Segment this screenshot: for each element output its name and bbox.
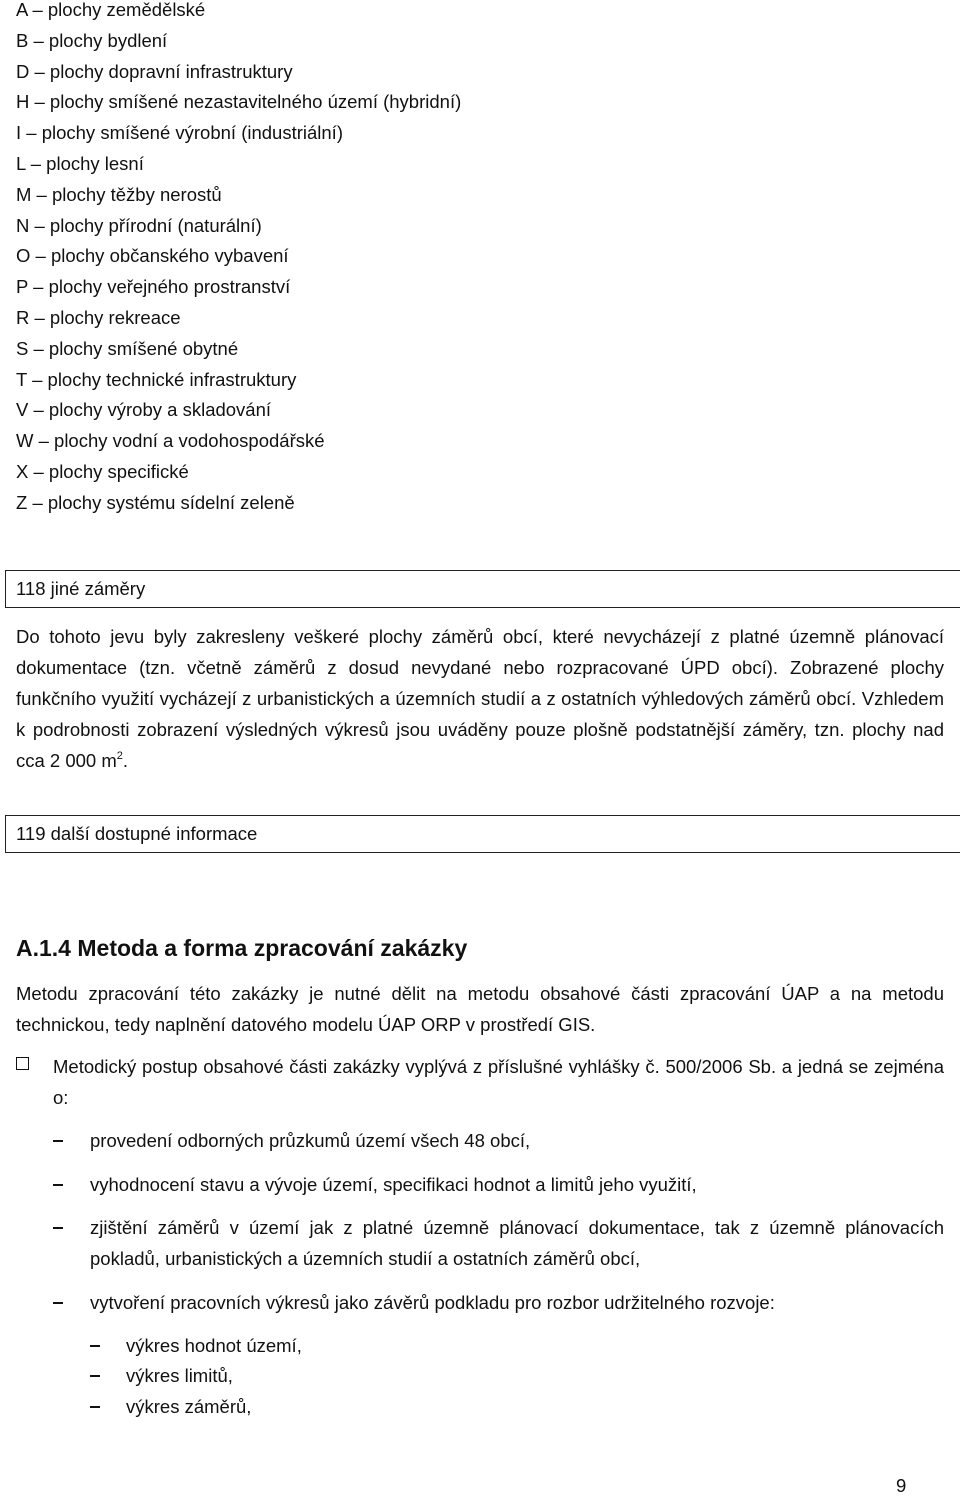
- legend-item: B – plochy bydlení: [16, 29, 168, 51]
- dash-bullet-icon: [53, 1227, 63, 1229]
- legend-item: Z – plochy systému sídelní zeleně: [16, 491, 295, 513]
- section-heading: A.1.4 Metoda a forma zpracování zakázky: [16, 935, 468, 961]
- section-118-title: 118 jiné záměry: [5, 570, 960, 608]
- legend-item: H – plochy smíšené nezastavitelného území (hybridní): [16, 91, 462, 113]
- section-118-end: .: [122, 750, 129, 771]
- section-119-title: 119 další dostupné informace: [5, 815, 960, 853]
- dash-bullet-icon: [90, 1345, 100, 1347]
- dash-bullet-icon: [90, 1406, 100, 1408]
- dash-item: vytvoření pracovních výkresů jako závěrů podkladu pro rozbor udržitelného rozvoje:: [90, 1292, 775, 1313]
- legend-item: P – plochy veřejného prostranství: [16, 276, 291, 298]
- legend-item: O – plochy občanského vybavení: [16, 245, 289, 267]
- dash-item: vyhodnocení stavu a vývoje území, specifikaci hodnot a limitů jeho využití,: [90, 1174, 697, 1195]
- checkbox-item-text: Metodický postup obsahové části zakázky vyplývá z příslušné vyhlášky č. 500/2006 Sb. a jedná se zejména o:: [53, 1056, 944, 1108]
- legend-item: I – plochy smíšené výrobní (industriální): [16, 122, 343, 144]
- legend-item: V – plochy výroby a skladování: [16, 399, 272, 421]
- sub-item: výkres záměrů,: [126, 1396, 252, 1417]
- section-118-body: Do tohoto jevu byly zakresleny veškeré plochy záměrů obcí, které nevycházejí z platné územně plánovací dokumentace (tzn. včetně záměrů z dosud nevydané nebo rozpracované ÚPD obcí). Zobrazené plochy funkčního využití vycházejí z urbanistických a územních studií a z ostatních výhledových záměrů obcí. Vzhledem k podrobnosti zobrazení výsledných výkresů jsou uváděny pouze plošně podstatnější záměry, tzn. plochy nad cca 2 000 m: [16, 626, 944, 771]
- legend-item: X – plochy specifické: [16, 460, 189, 482]
- legend-item: N – plochy přírodní (naturální): [16, 214, 262, 236]
- section-118-text: [16, 621, 944, 776]
- legend-item: D – plochy dopravní infrastruktury: [16, 60, 293, 82]
- land-use-legend: [16, 0, 461, 523]
- intro-paragraph: Metodu zpracování této zakázky je nutné dělit na metodu obsahové části zpracování ÚAP a na metodu technickou, tedy naplnění datového modelu ÚAP ORP v prostředí GIS.: [16, 983, 944, 1035]
- legend-item: R – plochy rekreace: [16, 306, 181, 328]
- sub-item: výkres hodnot území,: [126, 1335, 302, 1356]
- legend-item: S – plochy smíšené obytné: [16, 337, 239, 359]
- dash-item: zjištění záměrů v území jak z platné územně plánovací dokumentace, tak z územně plánovacích pokladů, urbanistických a územních studií a ostatních záměrů obcí,: [90, 1217, 944, 1269]
- checkbox-bullet-icon: [16, 1057, 29, 1070]
- sub-item: výkres limitů,: [126, 1365, 233, 1386]
- legend-item: M – plochy těžby nerostů: [16, 183, 222, 205]
- legend-item: A – plochy zemědělské: [16, 0, 206, 20]
- dash-item: provedení odborných průzkumů území všech 48 obcí,: [90, 1130, 531, 1151]
- area-superscript: 2: [116, 750, 123, 762]
- dash-bullet-icon: [53, 1302, 63, 1304]
- page-number: 9: [896, 1475, 907, 1496]
- dash-bullet-icon: [53, 1140, 63, 1142]
- legend-item: W – plochy vodní a vodohospodářské: [16, 430, 325, 452]
- legend-item: T – plochy technické infrastruktury: [16, 368, 297, 390]
- dash-bullet-icon: [53, 1184, 63, 1186]
- dash-bullet-icon: [90, 1375, 100, 1377]
- legend-item: L – plochy lesní: [16, 152, 144, 174]
